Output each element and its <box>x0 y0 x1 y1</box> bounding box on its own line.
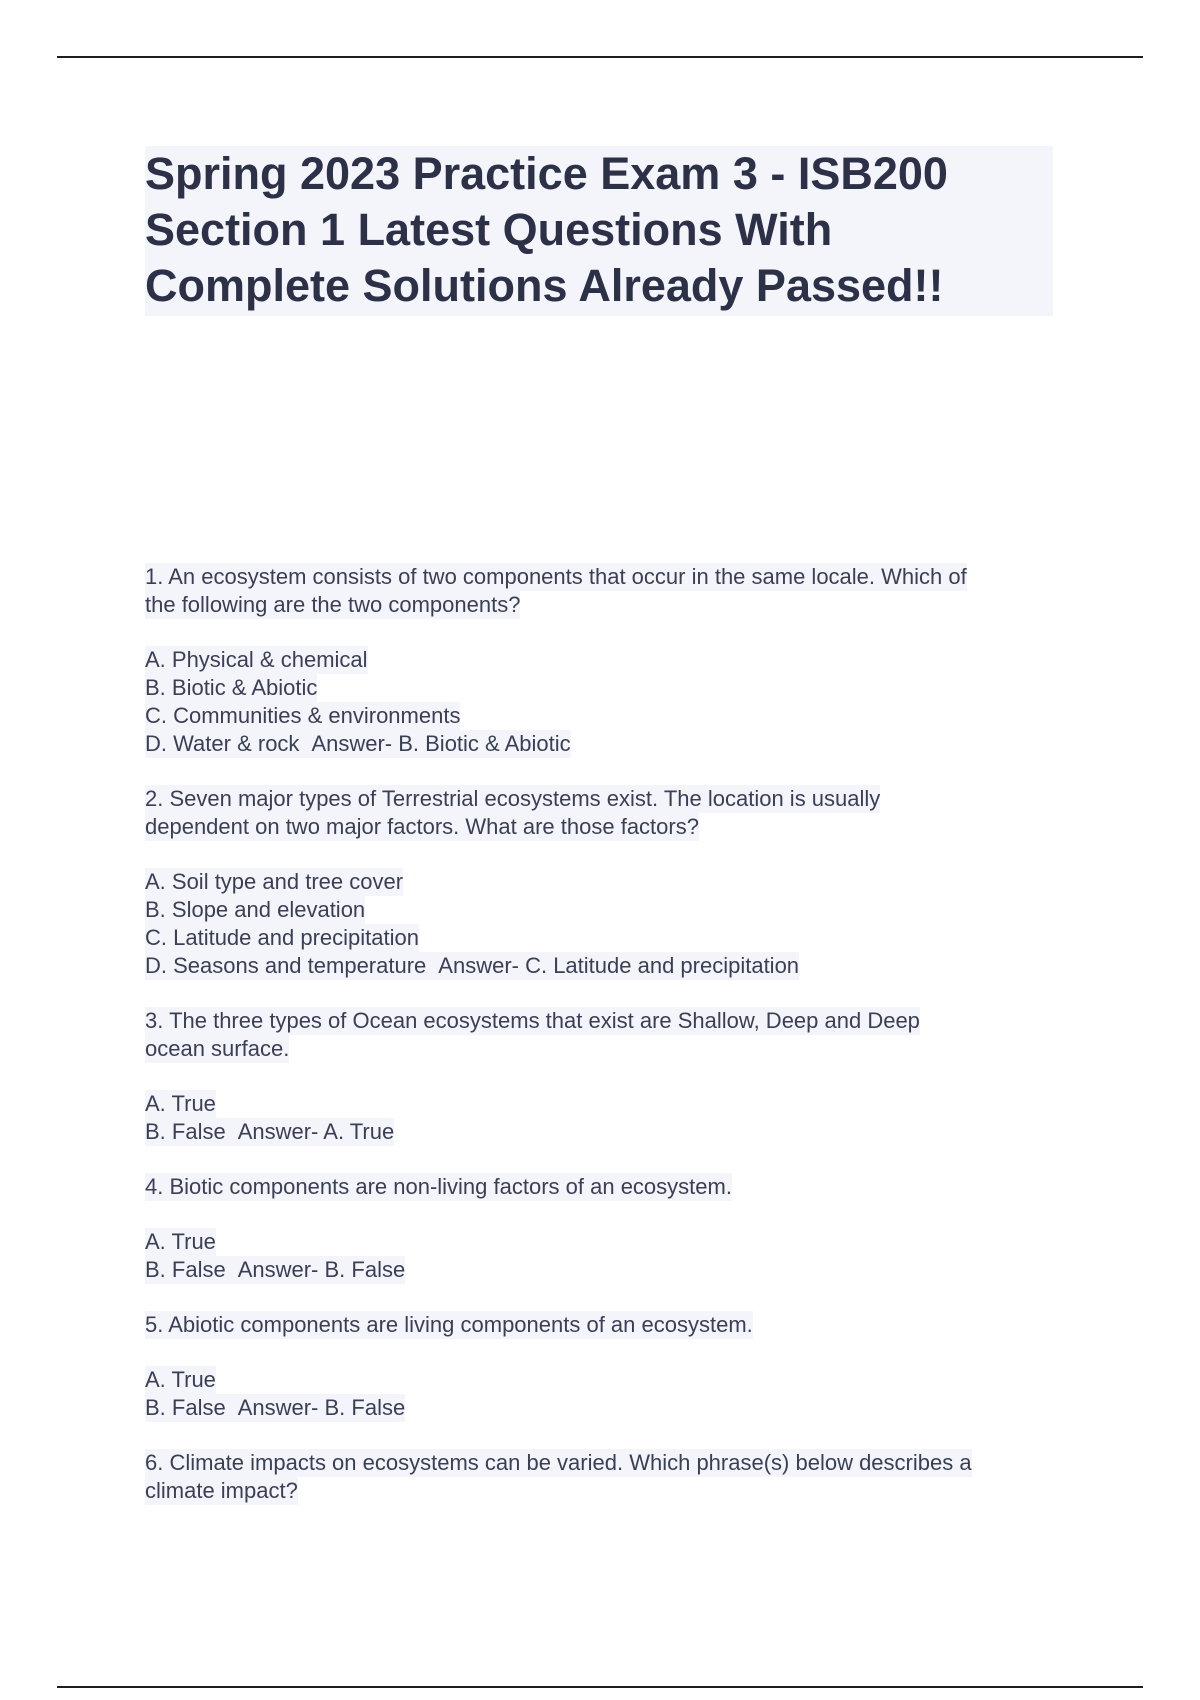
answer-text: Answer- B. Biotic & Abiotic <box>311 731 571 756</box>
option-list <box>145 1228 1065 1284</box>
option-b-with-answer <box>145 1394 405 1422</box>
bottom-rule <box>57 1686 1143 1688</box>
question-text: 5. Abiotic components are living components of an ecosystem. <box>145 1312 753 1337</box>
option-c: C. Communities & environments <box>145 703 461 728</box>
answer-text: Answer- B. False <box>237 1257 406 1282</box>
question-6 <box>145 1449 1065 1505</box>
question-text: dependent on two major factors. What are those factors? <box>145 814 699 839</box>
option-d: D. Seasons and temperature <box>145 953 427 978</box>
question-1 <box>145 563 1065 758</box>
question-5 <box>145 1311 1065 1422</box>
option-list <box>145 1090 1065 1146</box>
option-c: C. Latitude and precipitation <box>145 925 419 950</box>
question-3 <box>145 1007 1065 1146</box>
question-text: 3. The three types of Ocean ecosystems that exist are Shallow, Deep and Deep <box>145 1008 920 1033</box>
option-list <box>145 646 1065 758</box>
option-b-with-answer <box>145 1118 394 1146</box>
option-b: B. False <box>145 1257 226 1282</box>
question-text: ocean surface. <box>145 1036 290 1061</box>
option-d: D. Water & rock <box>145 731 300 756</box>
option-a: A. True <box>145 1091 216 1116</box>
answer-text: Answer- A. True <box>237 1119 395 1144</box>
title-line-2: Section 1 Latest Questions With <box>145 204 833 255</box>
question-text: the following are the two components? <box>145 592 521 617</box>
question-text: climate impact? <box>145 1478 298 1503</box>
question-list <box>145 563 1065 1532</box>
question-4 <box>145 1173 1065 1284</box>
option-list <box>145 1366 1065 1422</box>
option-b: B. Slope and elevation <box>145 897 366 922</box>
option-list <box>145 868 1065 980</box>
option-a: A. True <box>145 1367 216 1392</box>
option-b: B. False <box>145 1119 226 1144</box>
question-2 <box>145 785 1065 980</box>
option-d-with-answer <box>145 952 799 980</box>
option-b: B. Biotic & Abiotic <box>145 675 318 700</box>
option-a: A. Physical & chemical <box>145 647 368 672</box>
option-d-with-answer <box>145 730 571 758</box>
title-line-3: Complete Solutions Already Passed!! <box>145 260 944 311</box>
question-text: 4. Biotic components are non-living factors of an ecosystem. <box>145 1174 732 1199</box>
option-a: A. Soil type and tree cover <box>145 869 404 894</box>
question-text: 6. Climate impacts on ecosystems can be varied. Which phrase(s) below describes a <box>145 1450 972 1475</box>
option-b-with-answer <box>145 1256 405 1284</box>
top-rule <box>57 56 1143 58</box>
document-title <box>145 146 1053 316</box>
question-text: 1. An ecosystem consists of two components that occur in the same locale. Which of <box>145 564 967 589</box>
answer-text: Answer- B. False <box>237 1395 406 1420</box>
option-a: A. True <box>145 1229 216 1254</box>
title-line-1: Spring 2023 Practice Exam 3 - ISB200 <box>145 148 948 199</box>
question-text: 2. Seven major types of Terrestrial ecosystems exist. The location is usually <box>145 786 881 811</box>
option-b: B. False <box>145 1395 226 1420</box>
answer-text: Answer- C. Latitude and precipitation <box>438 953 800 978</box>
